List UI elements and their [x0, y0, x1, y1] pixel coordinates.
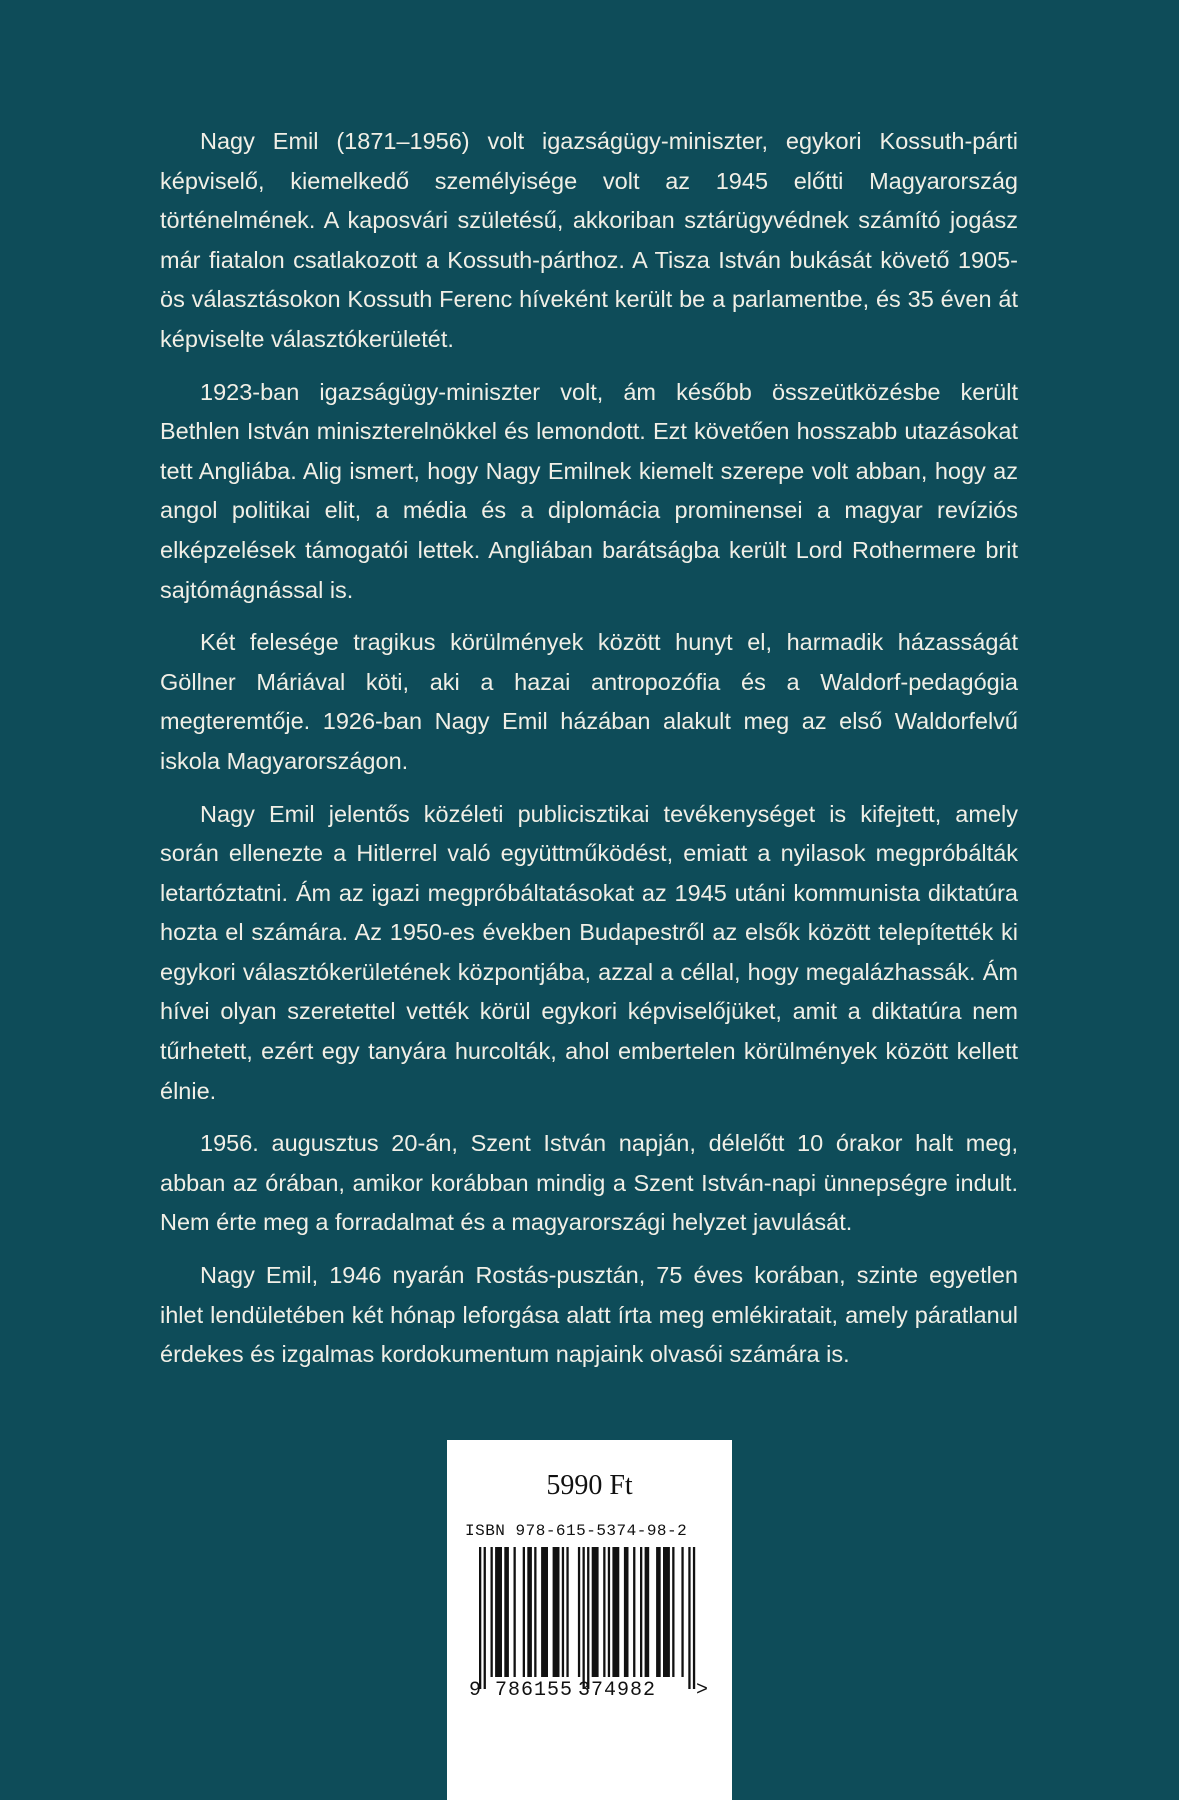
barcode-bar — [681, 1547, 683, 1677]
blurb-paragraph-4: Nagy Emil jelentős közéleti publicisztikai tevékenységet is kifejtett, amely során ellenezte a Hitlerrel való együttműködést, emiatt a nyilasok megpróbálták letartóztatni. Ám az igazi megpróbáltatásokat az 1945 utáni kommunista diktatúra hozta el számára. Az 1950-es években Budapestről az elsők között telepítették ki egykori választókerületének központjába, azzal a céllal, hogy megalázhassák. Ám hívei olyan szeretettel vették körül egykori képviselőjüket, amit a diktatúra nem tűrhetett, ezért egy tanyára hurcolták, ahol embertelen körülmények között kellett élnie. — [160, 800, 1018, 1104]
barcode-bar — [566, 1547, 568, 1677]
blurb-paragraph-2: 1923-ban igazságügy-miniszter volt, ám később összeütközésbe került Bethlen István miniszterelnökkel és lemondott. Ezt követően hosszabb utazásokat tett Angliába. Alig ismert, hogy Nagy Emilnek kiemelt szerepe volt abban, hogy az angol politikai elit, a média és a diplomácia prominensei a magyar revíziós elképzelések támogatói lettek. Angliában barátságba került Lord Rothermere brit sajtómágnással is. — [160, 378, 1018, 603]
barcode-bar — [693, 1547, 695, 1689]
barcode-bar — [534, 1547, 536, 1677]
barcode-bar — [562, 1547, 564, 1677]
barcode-bar — [672, 1547, 674, 1677]
barcode-left-digits: 786155 — [495, 1679, 574, 1702]
barcode-bar — [504, 1547, 509, 1677]
blurb-paragraph-1: Nagy Emil (1871–1956) volt igazságügy-miniszter, egykori Kossuth-párti képviselő, kiemelkedő személyisége volt az 1945 előtti Magyarország történelmének. A kaposvári születésű, akkoriban sztárügyvédnek számító jogász már fiatalon csatlakozott a Kossuth-párthoz. A Tisza István bukását követő 1905-ös választásokon Kossuth Ferenc híveként került be a parlamentbe, és 35 éven át képviselte választókerületét. — [160, 128, 1018, 352]
barcode-bar — [612, 1547, 619, 1677]
barcode-bar — [645, 1547, 650, 1677]
barcode-bar — [587, 1547, 589, 1689]
barcode-bar — [491, 1547, 493, 1677]
barcode-bar — [495, 1547, 502, 1677]
barcode-bar — [578, 1547, 580, 1677]
barcode-bar — [514, 1547, 516, 1677]
barcode-bar — [592, 1547, 599, 1677]
price: 5990 Ft — [546, 1470, 633, 1501]
barcode-bar — [624, 1547, 629, 1677]
isbn-number: ISBN 978-615-5374-98-2 — [465, 1522, 688, 1540]
barcode-graphic — [447, 1543, 732, 1693]
barcode-bar — [608, 1547, 610, 1677]
barcode-bar — [663, 1547, 670, 1677]
blurb-paragraph-3: Két felesége tragikus körülmények között hunyt el, harmadik házasságát Göllner Máriával köti, aki a hazai antropozófia és a Waldorf-pedagógia megteremtője. 1926-ban Nagy Emil házában alakult meg az első Waldorfelvű iskola Magyarországon. — [160, 629, 1018, 774]
barcode-bar — [633, 1547, 635, 1677]
barcode-bar — [541, 1547, 548, 1677]
barcode-bar — [603, 1547, 605, 1677]
barcode-bar — [656, 1547, 661, 1677]
barcode-bar — [553, 1547, 560, 1677]
blurb-text — [160, 122, 1018, 1388]
barcode-bar — [688, 1547, 690, 1689]
barcode-lead-digit: 9 — [469, 1679, 482, 1702]
barcode-bar — [479, 1547, 481, 1689]
barcode-arrow: > — [696, 1679, 709, 1702]
barcode-bar — [527, 1547, 532, 1677]
barcode-bar — [640, 1547, 642, 1677]
barcode-bar — [484, 1547, 486, 1689]
barcode-right-digits: 374982 — [578, 1679, 657, 1702]
barcode-bar — [583, 1547, 585, 1689]
blurb-paragraph-6: Nagy Emil, 1946 nyarán Rostás-pusztán, 75 éves korában, szinte egyetlen ihlet lendületében két hónap leforgása alatt írta meg emlékiratait, amely páratlanul érdekes és izgalmas kordokumentum napjaink olvasói számára is. — [160, 1262, 1018, 1368]
barcode-bar — [523, 1547, 525, 1677]
price-barcode-label — [447, 1440, 732, 1800]
blurb-paragraph-5: 1956. augusztus 20-án, Szent István napján, délelőtt 10 órakor halt meg, abban az órában, amikor korábban mindig a Szent István-napi ünnepségre indult. Nem érte meg a forradalmat és a magyarországi helyzet javulását. — [160, 1130, 1018, 1236]
